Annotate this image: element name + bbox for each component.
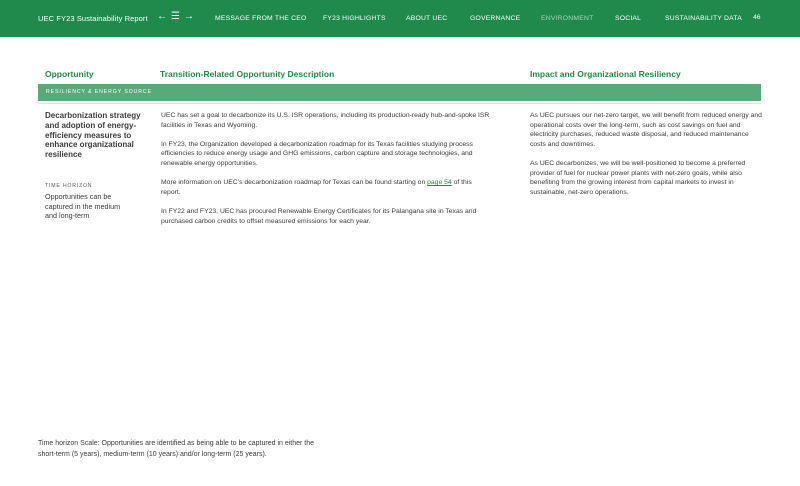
top-navigation-bar [0,0,800,37]
menu-item-sustainability-data[interactable]: SUSTAINABILITY DATA [665,15,742,22]
navigation-controls [157,11,195,22]
menu-icon[interactable]: ☰ [171,11,181,22]
time-horizon-value: Opportunities can be captured in the medium and long-term [45,192,121,221]
opportunity-description [161,111,493,236]
impact-paragraph: As UEC decarbonizes, we will be well-positioned to become a preferred provider of fuel for nuclear power plants with net-zero goals, while also benefiting from the growing interest from capital markets to invest in sustainable, net-zero operations. [530,159,746,196]
menu-item-governance[interactable]: GOVERNANCE [470,15,521,22]
impact-paragraph: As UEC pursues our net-zero target, we will benefit from reduced energy and operational costs over the long-term, such as cost savings on fuel and electricity purchases, reduced waste disposal, and reduced maintenance costs and downtimes. [530,112,762,148]
menu-item-message-from-ceo[interactable]: MESSAGE FROM THE CEO [215,15,307,22]
forward-arrow-icon[interactable]: → [183,11,195,22]
menu-item-about-uec[interactable]: ABOUT UEC [406,15,448,22]
column-header-impact: Impact and Organizational Resiliency [530,69,681,79]
section-band [38,84,761,101]
time-horizon-label: TIME HORIZON [45,183,93,189]
impact-description [530,111,762,207]
menu-item-social[interactable]: SOCIAL [615,15,642,22]
report-title[interactable]: UEC FY23 Sustainability Report [38,14,148,23]
section-label: RESILIENCY & ENERGY SOURCE [46,89,152,95]
time-horizon-footnote: Time horizon Scale: Opportunities are identified as being able to be captured in either the short-term (5 years), medium-term (10 years) and/or long-term (25 years). [38,440,315,458]
back-arrow-icon[interactable]: ← [157,11,168,22]
description-text: of this report. [161,179,472,196]
description-paragraph: In FY22 and FY23, UEC has procured Renewable Energy Certificates for its Palangana site in Texas and purchased carbon credits to offset measured emissions for each year. [161,207,477,225]
menu-item-fy23-highlights[interactable]: FY23 HIGHLIGHTS [323,15,386,22]
description-paragraph: In FY23, the Organization developed a decarbonization roadmap for its Texas facilities studying process efficiencies to reduce energy usage and GHG emissions, carbon capture and storage technologies, and renewable energy opportunities. [161,140,473,167]
column-header-description: Transition-Related Opportunity Description [160,69,335,79]
opportunity-title: Decarbonization strategy and adoption of energy-efficiency measures to enhance organizational resilience [45,111,141,160]
page-number: 46 [753,14,761,21]
row-divider [38,103,761,104]
description-paragraph-with-link [161,178,493,197]
section-menu [215,15,742,22]
description-paragraph: UEC has set a goal to decarbonize its U.S. ISR operations, including its production-ready hub-and-spoke ISR facilities in Texas and Wyoming. [161,112,490,129]
menu-item-environment[interactable]: ENVIRONMENT [541,15,594,22]
page-54-link[interactable]: page 54 [427,179,452,187]
column-header-opportunity: Opportunity [45,69,94,79]
description-text: More information on UEC’s decarbonization roadmap for Texas can be found starting on [161,179,428,187]
